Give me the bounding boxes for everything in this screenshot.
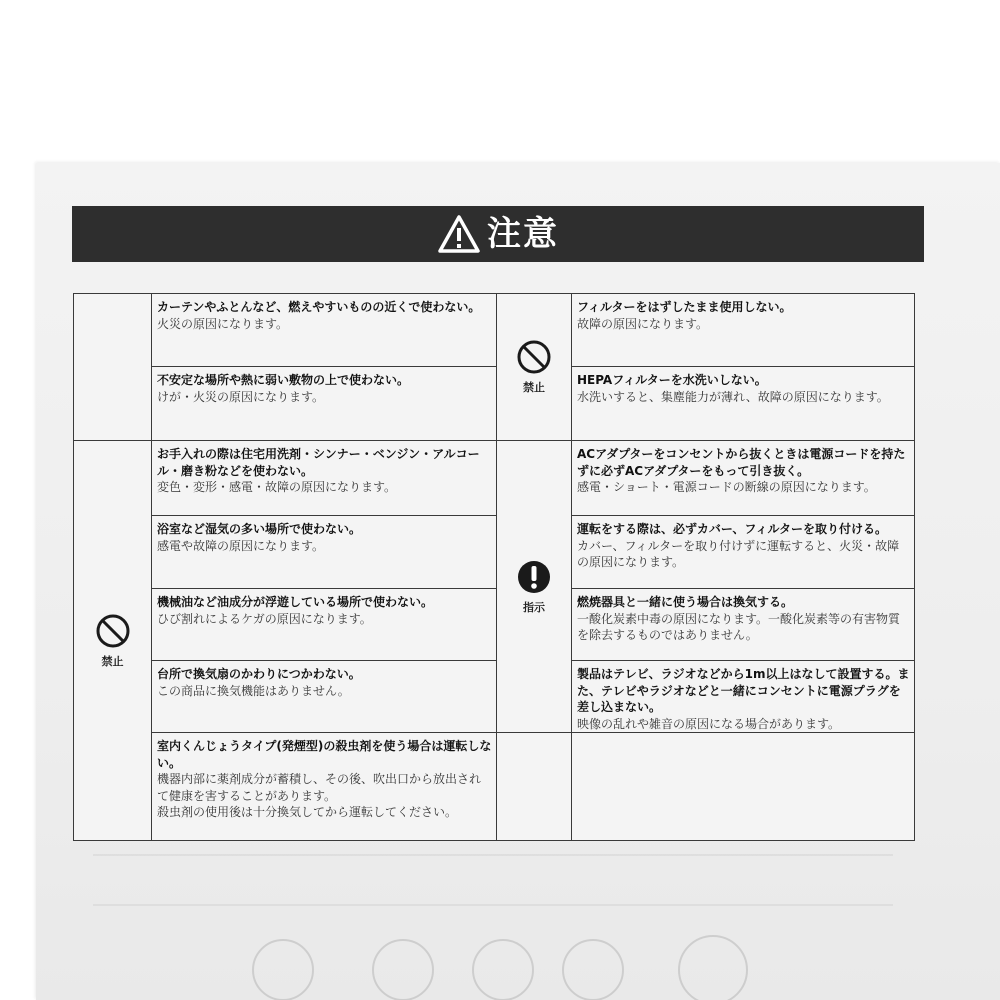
right-icon-top-cell <box>497 294 572 441</box>
left-item-4-body: 感電や故障の原因になります。 <box>157 538 325 553</box>
right-empty-icon-cell <box>497 733 572 841</box>
left-item-5 <box>152 589 497 661</box>
left-item-6-body: この商品に換気機能はありません。 <box>157 683 350 698</box>
left-item-6 <box>152 661 497 733</box>
right-item-5-body: 一酸化炭素中毒の原因になります。一酸化炭素等の有害物質を除去するものではありません。 <box>577 611 901 643</box>
left-item-2-body: けが・火災の原因になります。 <box>157 389 325 404</box>
right-item-6-body: 映像の乱れや雑音の原因になる場合があります。 <box>577 716 841 731</box>
left-icon-bottom-label: 禁止 <box>101 654 124 668</box>
left-item-1 <box>152 294 497 367</box>
prohibition-icon <box>516 339 552 375</box>
right-item-1-heading: フィルターをはずしたまま使用しない。 <box>577 300 792 314</box>
right-item-2-body: 水洗いすると、集塵能力が薄れ、故障の原因になります。 <box>577 389 889 404</box>
right-item-5 <box>572 589 915 661</box>
left-item-1-heading: カーテンやふとんなど、燃えやすいものの近くで使わない。 <box>157 300 481 314</box>
caution-title: 注意 <box>487 214 559 254</box>
left-item-3-body: 変色・変形・感電・故障の原因になります。 <box>157 480 397 495</box>
right-item-6-heading: 製品はテレビ、ラジオなどから1m以上はなして設置する。また、テレビやラジオなどと一緒にコンセントに電源プラグを差し込まない。 <box>577 667 910 715</box>
instruction-exclamation-icon <box>516 559 552 595</box>
warning-triangle-icon <box>437 214 481 254</box>
left-item-5-body: ひび割れによるケガの原因になります。 <box>157 611 372 626</box>
left-item-4-heading: 浴室など湿気の多い場所で使わない。 <box>157 522 362 536</box>
left-icon-top-cell <box>74 294 152 441</box>
right-item-4 <box>572 516 915 589</box>
right-item-2 <box>572 367 915 441</box>
left-item-6-heading: 台所で換気扇のかわりにつかわない。 <box>157 667 361 681</box>
caution-table <box>73 293 915 841</box>
right-item-4-body: カバー、フィルターを取り付けずに運転すると、火災・故障の原因になります。 <box>577 538 900 570</box>
right-icon-top-label: 禁止 <box>523 381 545 394</box>
left-icon-bottom-cell <box>74 441 152 841</box>
right-item-1 <box>572 294 915 367</box>
left-item-3 <box>152 441 497 516</box>
left-item-2-heading: 不安定な場所や熱に弱い敷物の上で使わない。 <box>157 373 410 387</box>
right-item-3 <box>572 441 915 516</box>
left-item-2 <box>152 367 497 441</box>
right-item-4-heading: 運転をする際は、必ずカバー、フィルターを取り付ける。 <box>577 522 887 536</box>
right-empty-item-cell <box>572 733 915 841</box>
left-item-7-body-2: 殺虫剤の使用後は十分換気してから運転してください。 <box>157 805 458 820</box>
right-icon-bottom-label: 指示 <box>523 600 545 614</box>
right-item-3-body: 感電・ショート・電源コードの断線の原因になります。 <box>577 480 876 495</box>
right-icon-bottom-cell <box>497 441 572 733</box>
caution-banner <box>72 206 924 262</box>
right-item-5-heading: 燃焼器具と一緒に使う場合は換気する。 <box>577 595 794 609</box>
right-item-6 <box>572 661 915 733</box>
left-item-4 <box>152 516 497 589</box>
left-item-7 <box>152 733 497 841</box>
right-item-2-heading: HEPAフィルターを水洗いしない。 <box>577 373 767 387</box>
left-item-7-heading: 室内くんじょうタイプ(発煙型)の殺虫剤を使う場合は運転しない。 <box>157 739 492 770</box>
left-item-1-body: 火災の原因になります。 <box>157 316 289 331</box>
right-item-1-body: 故障の原因になります。 <box>577 316 709 331</box>
right-item-3-heading: ACアダプターをコンセントから抜くときは電源コードを持たずに必ずACアダプターをもって引き抜く。 <box>577 447 906 478</box>
left-item-5-heading: 機械油など油成分が浮遊している場所で使わない。 <box>157 595 434 609</box>
left-item-3-heading: お手入れの際は住宅用洗剤・シンナー・ベンジン・アルコール・磨き粉などを使わない。 <box>157 447 480 478</box>
left-item-7-body: 機器内部に薬剤成分が蓄積し、その後、吹出口から放出されて健康を害することがあります。 <box>157 772 482 803</box>
prohibition-icon <box>95 613 131 649</box>
